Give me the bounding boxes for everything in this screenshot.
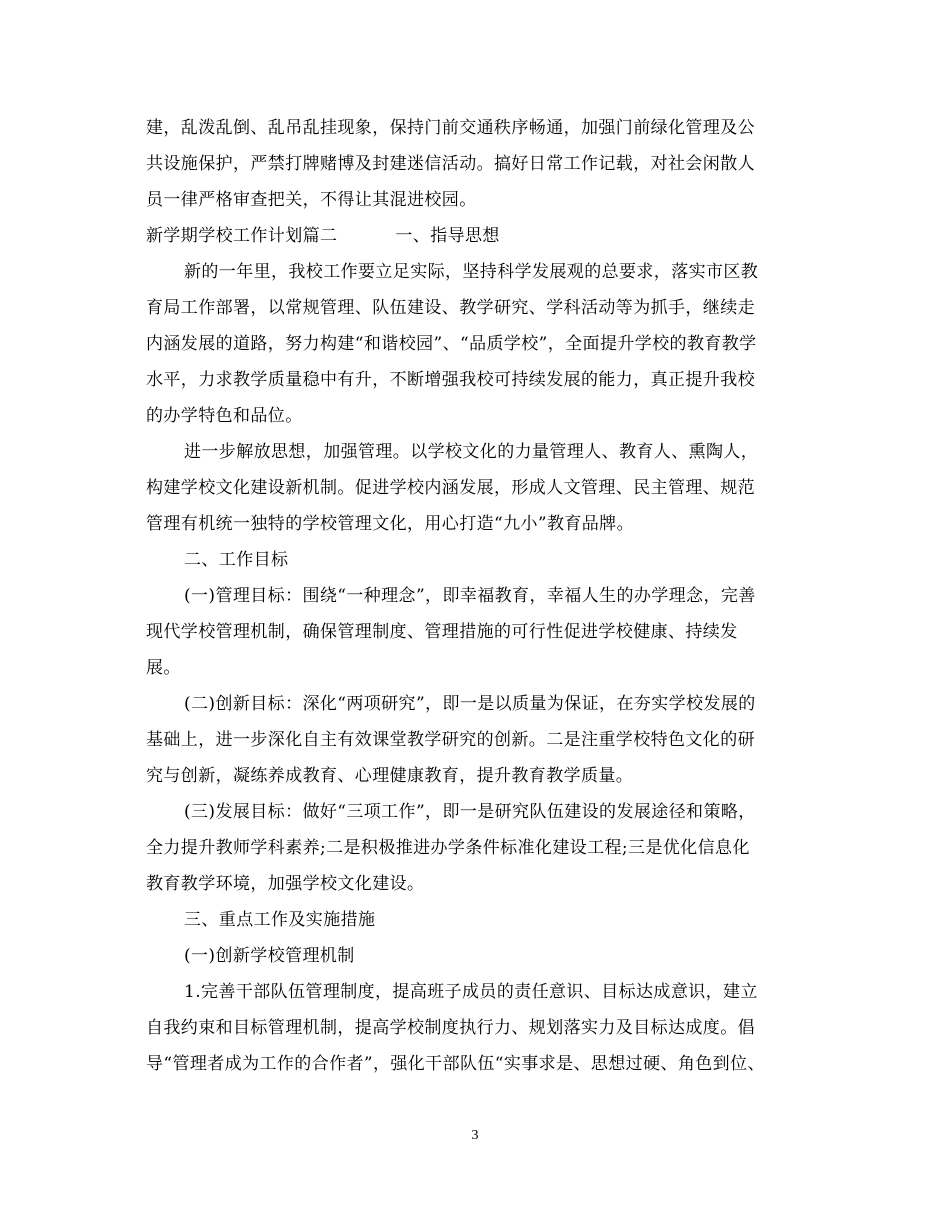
section-subheading: 一、指导思想 [395,226,500,246]
body-line: 构建学校文化建设新机制。促进学校内涵发展，形成人文管理、民主管理、规范 [146,478,755,498]
body-line: 自我约束和目标管理机制，提高学校制度执行力、规划落实力及目标达成度。倡 [146,1018,755,1038]
body-line: 共设施保护，严禁打牌赌博及封建迷信活动。搞好日常工作记载，对社会闲散人 [146,154,755,174]
body-line: (二)创新目标：深化“两项研究”，即一是以质量为保证，在夯实学校发展的 [184,694,756,714]
body-line: 水平，力求教学质量稳中有升，不断增强我校可持续发展的能力，真正提升我校 [146,370,755,390]
body-line: 基础上，进一步深化自主有效课堂教学研究的创新。二是注重学校特色文化的研 [146,730,755,750]
body-line: 新的一年里，我校工作要立足实际，坚持科学发展观的总要求，落实市区教 [184,262,759,282]
body-line: 展。 [146,658,181,678]
body-line: 管理有机统一独特的学校管理文化，用心打造“九小”教育品牌。 [146,514,634,534]
body-line: 全力提升教师学科素养;二是积极推进办学条件标准化建设工程;三是优化信息化 [146,838,750,858]
document-body [146,110,806,1082]
section-title: 新学期学校工作计划篇二 [146,226,338,246]
body-line: 内涵发展的道路，努力构建“和谐校园”、“品质学校”，全面提升学校的教育教学 [146,334,757,354]
subheading-line: (一)创新学校管理机制 [184,946,355,966]
body-line: (三)发展目标：做好“三项工作”，即一是研究队伍建设的发展途径和策略， [184,802,756,822]
page-number: 3 [471,1128,479,1143]
body-line: (一)管理目标：围绕“一种理念”，即幸福教育，幸福人生的办学理念，完善 [184,586,756,606]
body-line: 1.完善干部队伍管理制度，提高班子成员的责任意识、目标达成意识，建立 [184,982,758,1002]
body-line: 进一步解放思想，加强管理。以学校文化的力量管理人、教育人、熏陶人， [184,442,759,462]
body-line: 育局工作部署，以常规管理、队伍建设、教学研究、学科活动等为抓手，继续走 [146,298,755,318]
heading-line: 二、工作目标 [184,550,289,570]
heading-line: 三、重点工作及实施措施 [184,910,376,930]
body-line: 现代学校管理机制，确保管理制度、管理措施的可行性促进学校健康、持续发 [146,622,738,642]
body-line: 建，乱泼乱倒、乱吊乱挂现象，保持门前交通秩序畅通，加强门前绿化管理及公 [146,118,755,138]
body-line: 教育教学环境，加强学校文化建设。 [146,874,425,894]
body-line: 员一律严格审查把关，不得让其混进校园。 [146,190,477,210]
body-line: 的办学特色和品位。 [146,406,303,426]
body-line: 究与创新，凝练养成教育、心理健康教育，提升教育教学质量。 [146,766,634,786]
body-line: 导“管理者成为工作的合作者”，强化干部队伍“实事求是、思想过硬、角色到位、 [146,1054,765,1074]
section-heading-line [146,218,806,254]
